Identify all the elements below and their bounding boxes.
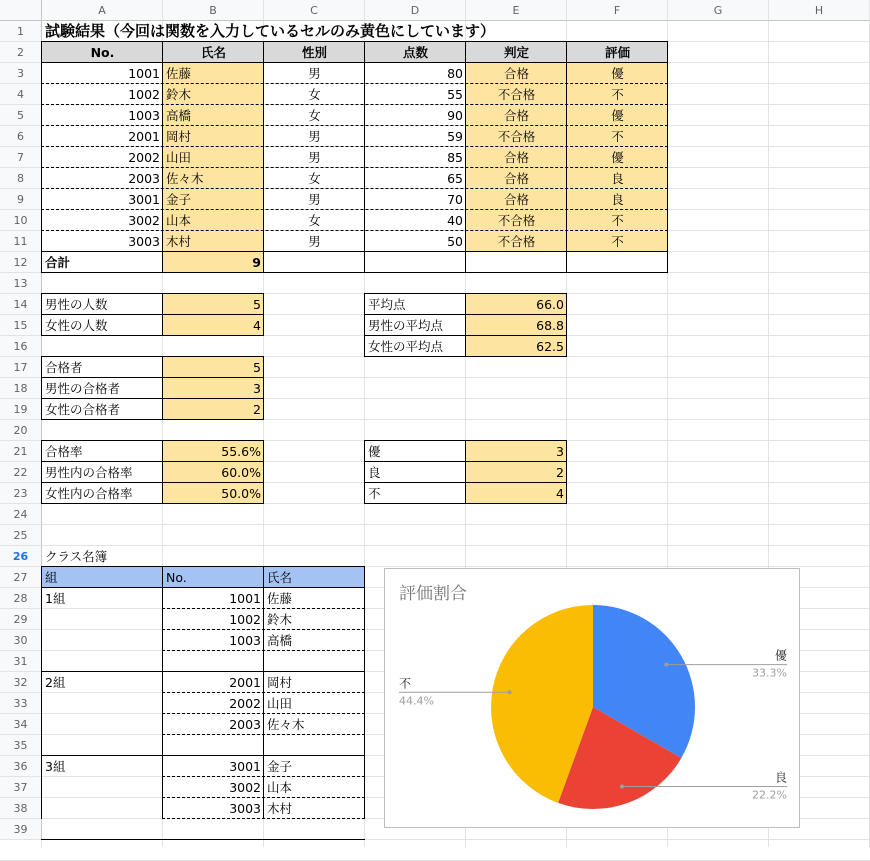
- student-result[interactable]: 不合格: [497, 213, 536, 228]
- pie-percent-0: 33.3%: [752, 666, 787, 680]
- sheet-title[interactable]: 試験結果（今回は関数を入力しているセルのみ黄色にしています）: [45, 22, 496, 40]
- pie-label-0: 優: [774, 648, 787, 663]
- border-solid: [465, 41, 466, 252]
- student-name[interactable]: 高橋: [166, 108, 192, 123]
- row-header-37[interactable]: 37: [0, 777, 42, 798]
- grade_counts-value[interactable]: 4: [556, 486, 564, 501]
- roster-member-name[interactable]: 山本: [267, 780, 293, 795]
- roster-group-name[interactable]: 2組: [45, 675, 66, 690]
- border-solid: [162, 356, 163, 420]
- passers-value[interactable]: 2: [253, 402, 261, 417]
- border-solid: [41, 293, 264, 294]
- student-name[interactable]: 佐々木: [166, 171, 204, 186]
- border-solid: [41, 566, 365, 567]
- grid-hline: [0, 524, 870, 525]
- table-header-0[interactable]: No.: [90, 45, 115, 60]
- row-header-11[interactable]: 11: [0, 231, 42, 252]
- column-header-H[interactable]: H: [769, 0, 870, 21]
- border-solid: [364, 440, 365, 504]
- border-solid: [465, 293, 466, 357]
- border-solid: [566, 293, 567, 357]
- border-solid: [162, 251, 163, 273]
- column-header-A[interactable]: A: [42, 0, 163, 21]
- pie-percent-2: 44.4%: [399, 694, 434, 708]
- border-solid: [364, 566, 365, 819]
- border-solid: [162, 440, 163, 504]
- student-name[interactable]: 佐藤: [166, 66, 192, 81]
- row-header-27[interactable]: 27: [0, 567, 42, 588]
- averages-label[interactable]: 女性の平均点: [368, 339, 444, 354]
- border-solid: [41, 503, 264, 504]
- row-header-23[interactable]: 23: [0, 483, 42, 504]
- row-header-21[interactable]: 21: [0, 441, 42, 462]
- row-header-32[interactable]: 32: [0, 672, 42, 693]
- roster-member-name[interactable]: 木村: [267, 801, 293, 816]
- border-solid: [41, 755, 365, 756]
- border-solid: [41, 293, 42, 336]
- border-dashed: [41, 188, 668, 189]
- counts-label[interactable]: 男性の人数: [45, 297, 108, 312]
- student-name[interactable]: 山本: [166, 213, 192, 228]
- roster-member-no[interactable]: 2001: [229, 675, 261, 690]
- row-header-25[interactable]: 25: [0, 525, 42, 546]
- passers-label[interactable]: 合格者: [45, 360, 83, 375]
- row-header-22[interactable]: 22: [0, 462, 42, 483]
- column-header-E[interactable]: E: [466, 0, 567, 21]
- row-header-30[interactable]: 30: [0, 630, 42, 651]
- roster-member-no[interactable]: 3002: [229, 780, 261, 795]
- border-solid: [41, 62, 668, 63]
- student-grade[interactable]: 良: [611, 171, 624, 186]
- roster-title[interactable]: クラス名簿: [45, 549, 108, 564]
- row-header-12[interactable]: 12: [0, 252, 42, 273]
- row-header-34[interactable]: 34: [0, 714, 42, 735]
- student-no[interactable]: 1001: [128, 66, 160, 81]
- student-result[interactable]: 不合格: [497, 87, 536, 102]
- border-dashed: [41, 83, 668, 84]
- roster-member-name[interactable]: 鈴木: [267, 612, 293, 627]
- row-header-3[interactable]: 3: [0, 63, 42, 84]
- student-no[interactable]: 1002: [128, 87, 160, 102]
- border-solid: [566, 440, 567, 504]
- row-header-31[interactable]: 31: [0, 651, 42, 672]
- border-solid: [41, 314, 264, 315]
- border-solid: [162, 41, 163, 252]
- student-result[interactable]: 合格: [503, 192, 529, 207]
- row-header-1[interactable]: 1: [0, 21, 42, 42]
- roster-member-no[interactable]: 1001: [229, 591, 261, 606]
- row-header-24[interactable]: 24: [0, 504, 42, 525]
- student-gender[interactable]: 女: [308, 171, 321, 186]
- row-header-15[interactable]: 15: [0, 315, 42, 336]
- averages-value[interactable]: 68.8: [536, 318, 564, 333]
- student-no[interactable]: 1003: [128, 108, 160, 123]
- chart-plot: [385, 569, 799, 827]
- border-solid: [41, 419, 264, 420]
- border-dashed: [41, 146, 668, 147]
- student-no[interactable]: 2003: [128, 171, 160, 186]
- border-solid: [364, 251, 365, 273]
- border-solid: [41, 839, 365, 840]
- border-solid: [667, 41, 668, 252]
- border-solid: [263, 293, 264, 336]
- roster-member-name[interactable]: 金子: [267, 759, 293, 774]
- student-no[interactable]: 2002: [128, 150, 160, 165]
- student-no[interactable]: 3001: [128, 192, 160, 207]
- border-solid: [364, 41, 365, 252]
- row-header-8[interactable]: 8: [0, 168, 42, 189]
- averages-value[interactable]: 66.0: [536, 297, 564, 312]
- border-solid: [41, 356, 264, 357]
- row-header-36[interactable]: 36: [0, 756, 42, 777]
- table-header-3[interactable]: 点数: [402, 45, 428, 60]
- student-grade[interactable]: 不: [611, 213, 624, 228]
- column-header-G[interactable]: G: [668, 0, 769, 21]
- roster-member-no[interactable]: 3001: [229, 759, 261, 774]
- student-grade[interactable]: 優: [611, 66, 624, 81]
- student-score[interactable]: 80: [447, 66, 463, 81]
- rates-value[interactable]: 60.0%: [221, 465, 261, 480]
- student-score[interactable]: 85: [447, 150, 463, 165]
- border-dashed: [41, 209, 668, 210]
- student-gender[interactable]: 男: [308, 150, 321, 165]
- student-gender[interactable]: 男: [308, 192, 321, 207]
- border-solid: [364, 293, 365, 357]
- pie-label-2: 不: [399, 676, 412, 691]
- student-grade[interactable]: 優: [611, 108, 624, 123]
- roster-member-name[interactable]: 佐々木: [267, 717, 305, 732]
- student-score[interactable]: 70: [447, 192, 463, 207]
- student-gender[interactable]: 男: [308, 129, 321, 144]
- roster-group-name[interactable]: 3組: [45, 759, 66, 774]
- passers-label[interactable]: 女性の合格者: [45, 402, 121, 417]
- border-solid: [566, 251, 567, 273]
- row-header-16[interactable]: 16: [0, 336, 42, 357]
- border-solid: [41, 671, 365, 672]
- student-result[interactable]: 合格: [503, 171, 529, 186]
- rates-value[interactable]: 55.6%: [221, 444, 261, 459]
- student-grade[interactable]: 良: [611, 192, 624, 207]
- border-solid: [162, 293, 163, 336]
- passers-value[interactable]: 5: [253, 360, 261, 375]
- roster-header-2[interactable]: 氏名: [267, 570, 293, 585]
- student-score[interactable]: 50: [447, 234, 463, 249]
- border-solid: [41, 440, 42, 504]
- border-solid: [667, 251, 668, 273]
- roster-member-no[interactable]: 1003: [229, 633, 261, 648]
- rates-value[interactable]: 50.0%: [221, 486, 261, 501]
- grade_counts-value[interactable]: 3: [556, 444, 564, 459]
- student-grade[interactable]: 不: [611, 129, 624, 144]
- row-header-5[interactable]: 5: [0, 105, 42, 126]
- student-result[interactable]: 不合格: [497, 129, 536, 144]
- roster-member-name[interactable]: 高橋: [267, 633, 293, 648]
- row-header-28[interactable]: 28: [0, 588, 42, 609]
- border-solid: [263, 41, 264, 252]
- chart-title: 評価割合: [399, 584, 467, 604]
- student-score[interactable]: 40: [447, 213, 463, 228]
- pie-chart[interactable]: [384, 568, 800, 828]
- row-header-38[interactable]: 38: [0, 798, 42, 819]
- roster-member-no[interactable]: 2002: [229, 696, 261, 711]
- border-solid: [566, 41, 567, 252]
- border-solid: [41, 377, 264, 378]
- row-header-20[interactable]: 20: [0, 420, 42, 441]
- column-header-C[interactable]: C: [264, 0, 365, 21]
- border-solid: [41, 41, 668, 42]
- roster-member-name[interactable]: 岡村: [267, 675, 293, 690]
- border-solid: [41, 251, 668, 252]
- student-result[interactable]: 合格: [503, 66, 529, 81]
- student-gender[interactable]: 男: [308, 66, 321, 81]
- student-gender[interactable]: 女: [308, 108, 321, 123]
- pie-percent-1: 22.2%: [752, 788, 787, 802]
- table-header-5[interactable]: 評価: [604, 45, 630, 60]
- rates-label[interactable]: 合格率: [45, 444, 83, 459]
- row-header-10[interactable]: 10: [0, 210, 42, 231]
- total-value[interactable]: 9: [252, 255, 261, 270]
- student-name[interactable]: 岡村: [166, 129, 192, 144]
- row-header-7[interactable]: 7: [0, 147, 42, 168]
- student-grade[interactable]: 優: [611, 150, 624, 165]
- row-header-33[interactable]: 33: [0, 693, 42, 714]
- student-no[interactable]: 3003: [128, 234, 160, 249]
- averages-value[interactable]: 62.5: [536, 339, 564, 354]
- column-header-F[interactable]: F: [567, 0, 668, 21]
- column-header-B[interactable]: B: [163, 0, 264, 21]
- border-solid: [162, 566, 163, 819]
- row-header-17[interactable]: 17: [0, 357, 42, 378]
- border-dashed: [41, 167, 668, 168]
- roster-header-0[interactable]: 組: [45, 570, 58, 585]
- border-solid: [41, 587, 365, 588]
- roster-member-name[interactable]: 佐藤: [267, 591, 293, 606]
- student-name[interactable]: 山田: [166, 150, 192, 165]
- border-solid: [41, 356, 42, 420]
- roster-member-name[interactable]: 山田: [267, 696, 293, 711]
- border-solid: [465, 440, 466, 504]
- student-score[interactable]: 90: [447, 108, 463, 123]
- student-score[interactable]: 55: [447, 87, 463, 102]
- roster-member-no[interactable]: 2003: [229, 717, 261, 732]
- border-dashed: [41, 230, 668, 231]
- row-header-39[interactable]: 39: [0, 819, 42, 840]
- table-header-4[interactable]: 判定: [503, 45, 529, 60]
- student-gender[interactable]: 男: [308, 234, 321, 249]
- table-header-2[interactable]: 性別: [301, 45, 327, 60]
- student-gender[interactable]: 女: [308, 87, 321, 102]
- border-solid: [263, 440, 264, 504]
- border-solid: [41, 482, 264, 483]
- row-header-19[interactable]: 19: [0, 399, 42, 420]
- row-header-9[interactable]: 9: [0, 189, 42, 210]
- row-header-35[interactable]: 35: [0, 735, 42, 756]
- border-solid: [41, 335, 264, 336]
- student-name[interactable]: 金子: [166, 192, 192, 207]
- border-dashed: [41, 125, 668, 126]
- rates-label[interactable]: 男性内の合格率: [45, 465, 133, 480]
- border-solid: [41, 272, 668, 273]
- student-grade[interactable]: 不: [611, 87, 624, 102]
- roster-member-no[interactable]: 1002: [229, 612, 261, 627]
- student-grade[interactable]: 不: [611, 234, 624, 249]
- student-score[interactable]: 59: [447, 129, 463, 144]
- row-header-18[interactable]: 18: [0, 378, 42, 399]
- averages-label[interactable]: 平均点: [368, 297, 406, 312]
- border-solid: [263, 251, 264, 273]
- row-header-2[interactable]: 2: [0, 42, 42, 63]
- student-gender[interactable]: 女: [308, 213, 321, 228]
- total-label[interactable]: 合計: [45, 255, 71, 270]
- table-header-1[interactable]: 氏名: [200, 45, 226, 60]
- roster-group-name[interactable]: 1組: [45, 591, 66, 606]
- rates-label[interactable]: 女性内の合格率: [45, 486, 133, 501]
- row-header-14[interactable]: 14: [0, 294, 42, 315]
- pie-label-1: 良: [774, 770, 787, 785]
- student-no[interactable]: 2001: [128, 129, 160, 144]
- column-header-D[interactable]: D: [365, 0, 466, 21]
- student-score[interactable]: 65: [447, 171, 463, 186]
- border-solid: [465, 251, 466, 273]
- counts-label[interactable]: 女性の人数: [45, 318, 108, 333]
- grade_counts-value[interactable]: 2: [556, 465, 564, 480]
- student-result[interactable]: 不合格: [497, 234, 536, 249]
- border-solid: [263, 566, 264, 819]
- student-result[interactable]: 合格: [503, 150, 529, 165]
- grade_counts-label[interactable]: 優: [368, 444, 381, 459]
- row-header-13[interactable]: 13: [0, 273, 42, 294]
- border-solid: [41, 398, 264, 399]
- border-solid: [41, 566, 42, 819]
- counts-value[interactable]: 5: [253, 297, 261, 312]
- grade_counts-label[interactable]: 良: [368, 465, 381, 480]
- border-solid: [263, 356, 264, 420]
- passers-value[interactable]: 3: [253, 381, 261, 396]
- select-all-corner[interactable]: [0, 0, 42, 21]
- row-header-26[interactable]: 26: [0, 546, 42, 567]
- student-result[interactable]: 合格: [503, 108, 529, 123]
- border-solid: [41, 461, 264, 462]
- grade_counts-label[interactable]: 不: [368, 486, 381, 501]
- student-name[interactable]: 鈴木: [166, 87, 192, 102]
- roster-header-1[interactable]: No.: [166, 570, 187, 585]
- roster-member-no[interactable]: 3003: [229, 801, 261, 816]
- counts-value[interactable]: 4: [253, 318, 261, 333]
- averages-label[interactable]: 男性の平均点: [368, 318, 444, 333]
- student-no[interactable]: 3002: [128, 213, 160, 228]
- border-dashed: [41, 104, 668, 105]
- border-solid: [41, 251, 42, 273]
- passers-label[interactable]: 男性の合格者: [45, 381, 121, 396]
- row-header-4[interactable]: 4: [0, 84, 42, 105]
- border-solid: [41, 440, 264, 441]
- border-solid: [41, 41, 42, 252]
- student-name[interactable]: 木村: [166, 234, 192, 249]
- row-header-29[interactable]: 29: [0, 609, 42, 630]
- row-header-6[interactable]: 6: [0, 126, 42, 147]
